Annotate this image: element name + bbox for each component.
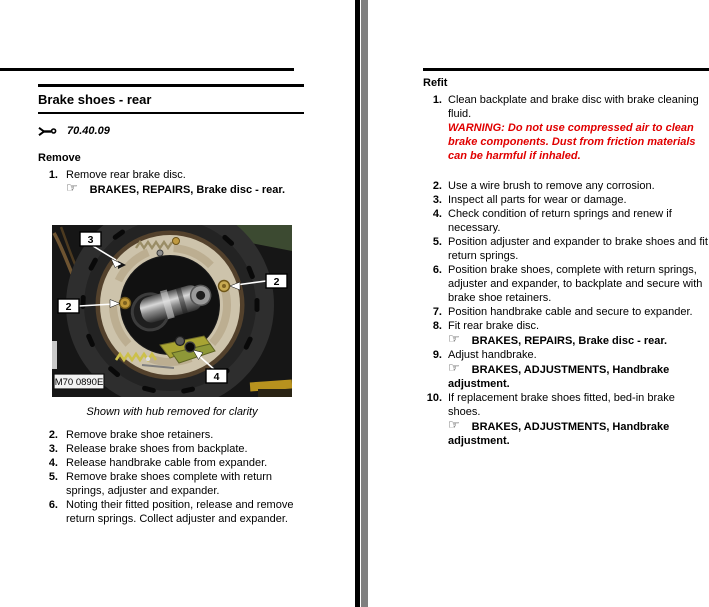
step-text: Release handbrake cable from expander.	[66, 457, 268, 469]
callout-number-left: 2	[65, 301, 72, 313]
column-divider-gray	[361, 0, 368, 607]
list-item	[423, 235, 709, 263]
step-number: 1.	[48, 169, 58, 181]
list-item	[423, 93, 709, 179]
step-number: 8.	[432, 320, 442, 332]
step-number: 3.	[48, 443, 58, 455]
remove-heading: Remove	[38, 152, 81, 164]
pointing-hand-icon: ☞	[448, 417, 460, 432]
list-item	[423, 193, 709, 207]
step-number: 6.	[432, 264, 442, 276]
step-text: Position adjuster and expander to brake shoes and fit return springs.	[448, 236, 708, 262]
cross-reference-text: BRAKES, REPAIRS, Brake disc - rear.	[89, 184, 286, 196]
figure-code-label	[54, 374, 104, 389]
step-text: Clean backplate and brake disc with brake cleaning fluid.	[448, 94, 699, 120]
figure-code-text: M70 0890E	[54, 377, 104, 388]
list-item	[423, 319, 709, 348]
list-item	[423, 305, 709, 319]
step-text: Position brake shoes, complete with return springs, adjuster and expander, to backplate and secure with brake shoe retainers.	[448, 264, 703, 304]
list-item	[38, 498, 304, 526]
step-text: Remove brake shoe retainers.	[66, 429, 214, 441]
remove-steps-top	[38, 168, 304, 197]
warning-text: WARNING: Do not use compressed air to clean brake components. Dust from friction materials can be harmful if inhaled.	[448, 122, 696, 162]
list-item	[423, 348, 709, 391]
step-text: Remove rear brake disc.	[66, 169, 186, 181]
step-text: Inspect all parts for wear or damage.	[448, 194, 627, 206]
cross-reference-text: BRAKES, ADJUSTMENTS, Handbrake adjustment.	[448, 421, 670, 447]
list-item	[38, 456, 304, 470]
cross-reference-text: BRAKES, REPAIRS, Brake disc - rear.	[471, 335, 668, 347]
step-text: Use a wire brush to remove any corrosion.	[448, 180, 655, 192]
step-text: Position handbrake cable and secure to expander.	[448, 306, 693, 318]
step-text: Fit rear brake disc.	[448, 320, 540, 332]
remove-steps-bottom	[38, 428, 304, 526]
right-header-rule	[423, 68, 709, 71]
step-number: 5.	[48, 471, 58, 483]
pointing-hand-icon: ☞	[448, 331, 460, 346]
refit-steps	[423, 93, 709, 448]
step-number: 7.	[432, 306, 442, 318]
list-item	[38, 442, 304, 456]
figure-caption: Shown with hub removed for clarity	[86, 406, 258, 418]
title-block	[38, 84, 304, 114]
step-number: 2.	[432, 180, 442, 192]
step-number: 4.	[432, 208, 442, 220]
cross-reference	[448, 333, 709, 348]
operation-code: 70.40.09	[67, 125, 110, 137]
cross-reference	[448, 362, 709, 391]
list-item	[38, 168, 304, 197]
list-item	[423, 263, 709, 305]
step-text: Release brake shoes from backplate.	[66, 443, 248, 455]
step-number: 5.	[432, 236, 442, 248]
operation-code-row	[38, 124, 304, 138]
cross-reference-text: BRAKES, ADJUSTMENTS, Handbrake adjustment.	[448, 364, 670, 390]
right-column	[423, 76, 709, 448]
pointing-hand-icon: ☞	[448, 360, 460, 375]
cross-reference	[448, 419, 709, 448]
brake-assembly-photo	[52, 225, 292, 397]
callout-number-top: 3	[87, 234, 94, 246]
step-number: 1.	[432, 94, 442, 106]
callout-number-bottom: 4	[213, 371, 220, 383]
step-text: Noting their fitted position, release and remove return springs. Collect adjuster and expander.	[66, 499, 294, 525]
wrench-icon	[38, 126, 57, 137]
refit-heading: Refit	[423, 77, 448, 89]
callout-number-right: 2	[273, 276, 280, 288]
column-divider-black	[355, 0, 360, 607]
step-number: 3.	[432, 194, 442, 206]
list-item	[423, 391, 709, 448]
step-text: If replacement brake shoes fitted, bed-in brake shoes.	[448, 392, 675, 418]
step-text: Check condition of return springs and renew if necessary.	[448, 208, 672, 234]
list-item	[423, 179, 709, 193]
step-number: 10.	[426, 392, 442, 404]
step-number: 2.	[48, 429, 58, 441]
left-column	[38, 84, 304, 526]
figure	[52, 225, 292, 401]
page-title: Brake shoes - rear	[38, 92, 152, 107]
step-number: 9.	[432, 349, 442, 361]
list-item	[38, 470, 304, 498]
step-number: 6.	[48, 499, 58, 511]
step-text: Remove brake shoes complete with return springs, adjuster and expander.	[66, 471, 273, 497]
left-header-rule	[0, 68, 294, 71]
step-number: 4.	[48, 457, 58, 469]
list-item	[38, 428, 304, 442]
cross-reference	[66, 182, 304, 197]
list-item	[423, 207, 709, 235]
step-text: Adjust handbrake.	[448, 349, 537, 361]
pointing-hand-icon: ☞	[66, 180, 78, 195]
